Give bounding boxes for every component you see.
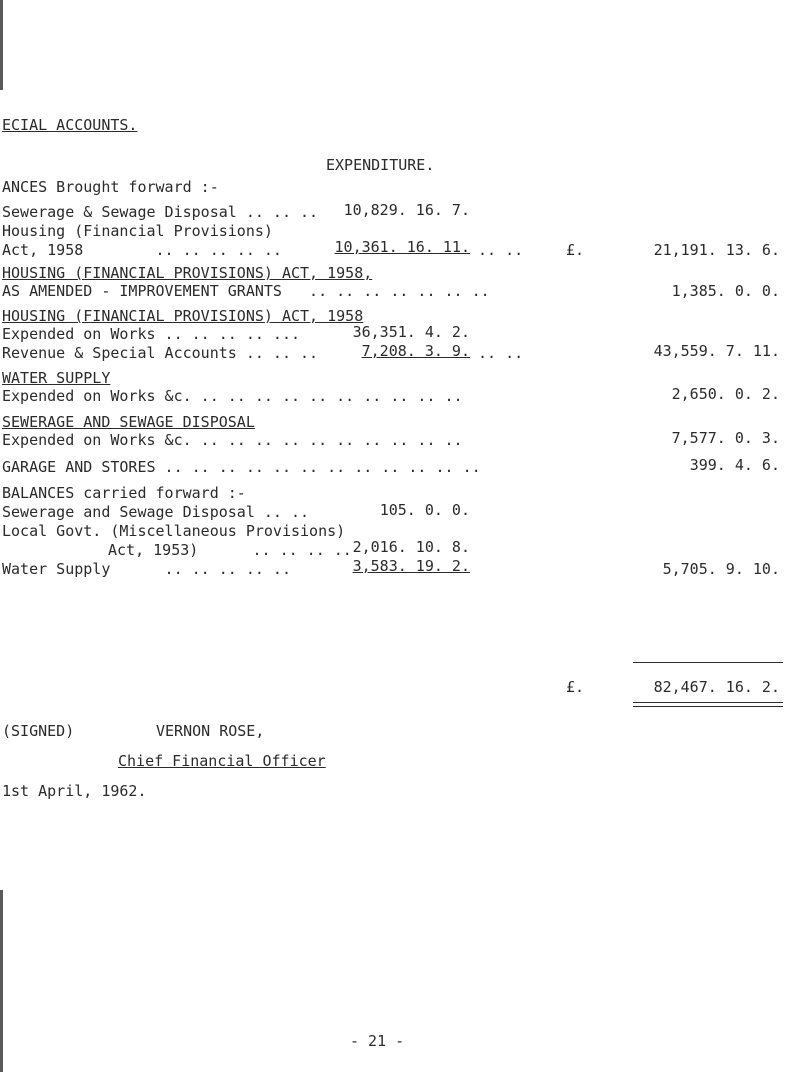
grand-total-rule-bottom-1 [633, 702, 783, 703]
page-number: - 21 - [350, 1032, 405, 1050]
water-expended-amount: 2,650. 0. 2. [671, 385, 780, 403]
amended-grants-label: AS AMENDED - IMPROVEMENT GRANTS .. .. .. .. .. .. .. [2, 282, 490, 300]
housing-total-dots: .. .. [478, 344, 524, 362]
garage-stores-amount: 399. 4. 6. [689, 456, 780, 474]
grand-total-amount: 82,467. 16. 2. [653, 678, 780, 696]
page-edge-top [0, 0, 3, 90]
expended-works-amount: 36,351. 4. 2. [352, 323, 470, 341]
cf-total-amount: 5,705. 9. 10. [662, 560, 780, 578]
grand-total-rule-bottom-2 [633, 706, 783, 707]
page-edge-bottom [0, 890, 3, 1072]
housing-fp-1958-heading: HOUSING (FINANCIAL PROVISIONS) ACT, 1958 [2, 307, 364, 325]
bf-total-amount: 21,191. 13. 6. [653, 241, 780, 259]
cf-water-supply-label: Water Supply .. .. .. .. .. [2, 560, 291, 578]
document-date: 1st April, 1962. [2, 782, 147, 800]
bf-housing-amount: 10,361. 16. 11. [334, 238, 470, 256]
revenue-label: Revenue & Special Accounts .. .. .. [2, 344, 319, 362]
balances-carried-heading: BALANCES carried forward :- [2, 484, 246, 502]
grand-total-currency: £. [566, 678, 585, 696]
cf-sewerage-amount: 105. 0. 0. [379, 501, 470, 519]
expended-works-label: Expended on Works .. .. .. .. ... [2, 325, 301, 343]
cf-local-govt-amount: 2,016. 10. 8. [352, 538, 470, 556]
header-title: ECIAL ACCOUNTS. [2, 116, 138, 134]
cf-local-govt-label-1: Local Govt. (Miscellaneous Provisions) [2, 522, 346, 540]
signed-label: (SIGNED) [2, 722, 75, 740]
bf-housing-label-2: Act, 1958 .. .. .. .. .. [2, 241, 282, 259]
balances-brought-heading: ANCES Brought forward :- [2, 178, 219, 196]
housing-fp-1953-heading: HOUSING (FINANCIAL PROVISIONS) ACT, 1958, [2, 264, 373, 282]
water-expended-label: Expended on Works &c. .. .. .. .. .. .. .. .. .. .. [2, 387, 463, 405]
cf-sewerage-label: Sewerage and Sewage Disposal .. .. [2, 503, 310, 521]
section-title: EXPENDITURE. [326, 156, 435, 174]
signatory-title: Chief Financial Officer [118, 752, 326, 770]
water-supply-heading: WATER SUPPLY [2, 369, 111, 387]
bf-total-dots: .. .. [478, 241, 524, 259]
bf-housing-label-1: Housing (Financial Provisions) [2, 222, 273, 240]
bf-sewerage-label: Sewerage & Sewage Disposal .. .. .. [2, 203, 319, 221]
signatory-name: VERNON ROSE, [156, 722, 265, 740]
amended-grants-amount: 1,385. 0. 0. [671, 282, 780, 300]
grand-total-rule-top [633, 662, 783, 663]
sewerage-heading: SEWERAGE AND SEWAGE DISPOSAL [2, 413, 255, 431]
sewerage-expended-amount: 7,577. 0. 3. [671, 429, 780, 447]
housing-total-amount: 43,559. 7. 11. [653, 342, 780, 360]
cf-local-govt-label-2: Act, 1953) .. .. .. .. [108, 541, 352, 559]
bf-total-currency: £. [566, 241, 585, 259]
cf-water-supply-amount: 3,583. 19. 2. [352, 557, 470, 575]
sewerage-expended-label: Expended on Works &c. .. .. .. .. .. .. .. .. .. .. [2, 431, 463, 449]
bf-sewerage-amount: 10,829. 16. 7. [343, 201, 470, 219]
revenue-amount: 7,208. 3. 9. [361, 342, 470, 360]
garage-stores-label: GARAGE AND STORES .. .. .. .. .. .. .. .. .. .. .. .. [2, 458, 481, 476]
